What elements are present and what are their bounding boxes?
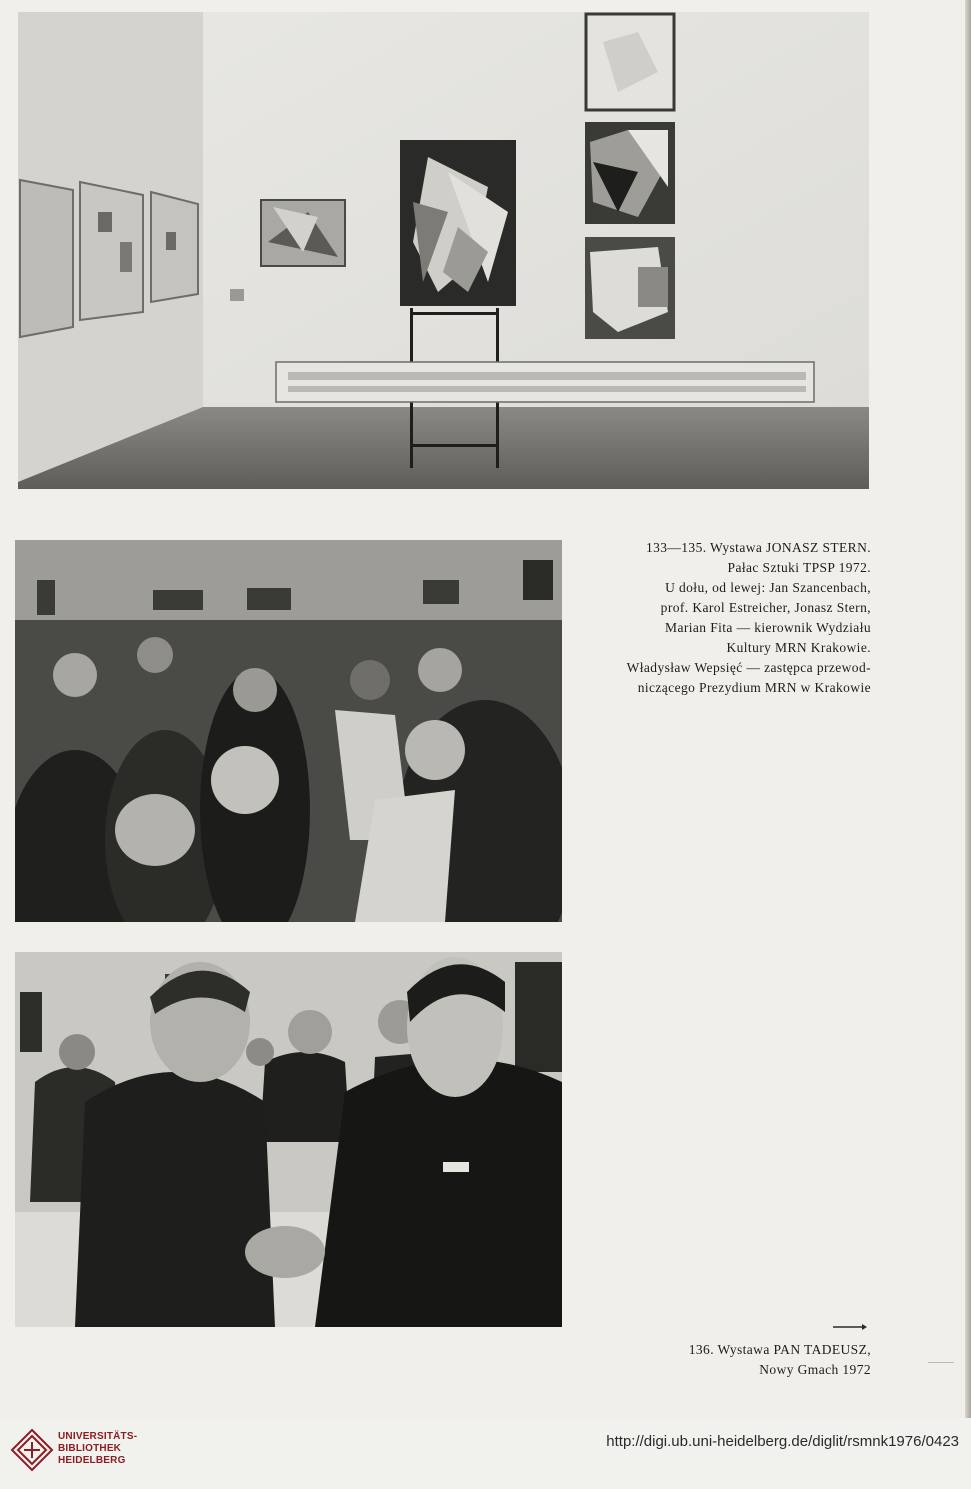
caption-line: Pałac Sztuki TPSP 1972. — [727, 560, 871, 575]
caption-photo-136 — [583, 1340, 871, 1380]
caption-line: Nowy Gmach 1972 — [759, 1362, 871, 1377]
photo-handshake — [15, 952, 562, 1327]
photo-exhibition-room — [18, 12, 869, 489]
library-name-line: UNIVERSITÄTS- — [58, 1431, 138, 1442]
caption-line: 136. Wystawa PAN TADEUSZ, — [688, 1342, 871, 1357]
caption-line: prof. Karol Estreicher, Jonasz Stern, — [660, 600, 871, 615]
footer-bar — [0, 1418, 971, 1489]
library-name — [58, 1431, 137, 1467]
arrow-right-icon — [833, 1322, 867, 1332]
photo-opening-crowd — [15, 540, 562, 922]
library-name-line: BIBLIOTHEK — [58, 1443, 122, 1454]
university-library-logo-icon — [10, 1428, 54, 1472]
margin-mark — [928, 1362, 954, 1363]
caption-line: 133—135. Wystawa JONASZ STERN. — [645, 540, 871, 555]
caption-line: Marian Fita — kierownik Wydziału — [665, 620, 871, 635]
caption-line: Kultury MRN Krakowie. — [726, 640, 871, 655]
caption-photos-133-135 — [583, 538, 871, 698]
caption-line: niczącego Prezydium MRN w Krakowie — [637, 680, 871, 695]
page-edge-shadow — [965, 0, 971, 1418]
caption-line: U dołu, od lewej: Jan Szancenbach, — [665, 580, 871, 595]
permalink-url[interactable]: http://digi.ub.uni-heidelberg.de/diglit/rsmnk1976/0423 — [606, 1433, 959, 1450]
library-name-line: HEIDELBERG — [58, 1455, 126, 1466]
caption-line: Władysław Wepsięć — zastępca przewod- — [626, 660, 871, 675]
